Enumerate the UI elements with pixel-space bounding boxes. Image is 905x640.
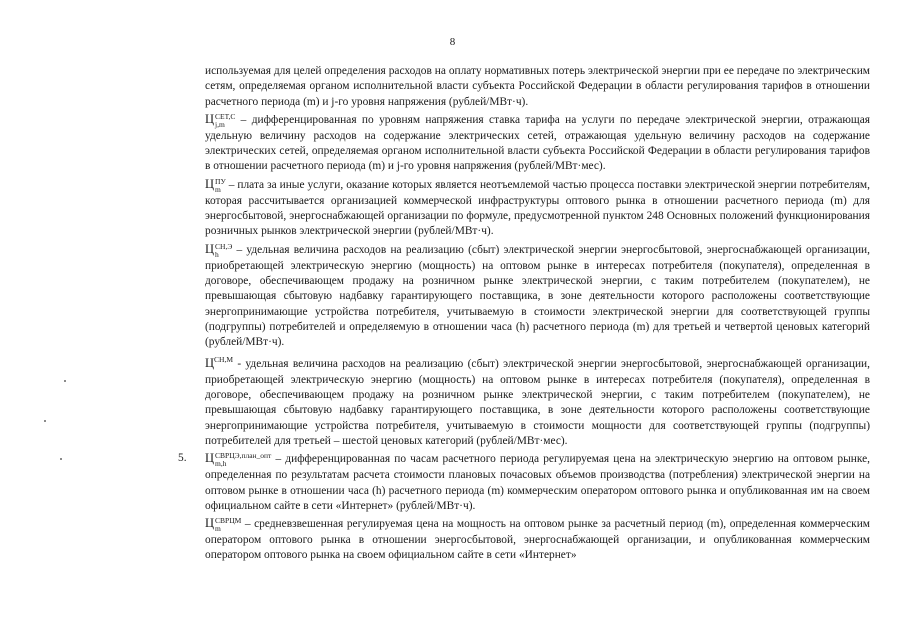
paragraph-text: – удельная величина расходов на реализацию (сбыт) электрической энергии энергосбытовой, энергоснабжающей организации, приобретающей электрическую энергию (мощность) на оптовом рынке в интересах потребителя (покупателя), определенная в договоре, обеспечивающем продажу на розничном рынке электрической энергии, с таким потребителем (покупателем), не превышающая сбытовую надбавку гарантирующего поставщика, в зоне деятельности которого расположены соответствующие энергопринимающие устройства потребителя, учитываемую в стоимости электрической энергии для соответствующей группы (подгруппы) потребителей и определяемую в отношении часа (h) расчетного периода (m) для третьей и четвертой ценовых категорий (рублей/МВт·ч). — [205, 243, 870, 349]
scan-speck — [60, 458, 62, 460]
paragraph-text: – средневзвешенная регулируемая цена на мощность на оптовом рынке за расчетный период (m), определенная коммерческим оператором оптового рынка в отношении энергосбытовой, энергоснабжающей организации, и опубликованная коммерческим оператором оптового рынка на своем официальном сайте в сети «Интернет» — [205, 518, 870, 562]
paragraph-weighted-price — [205, 516, 870, 564]
paragraph-text: – плата за иные услуги, оказание которых является неотъемлемой частью процесса поставки электрической энергии потребителям, которая рассчитывается организацией коммерческой инфраструктуры оптового рынка в отношении расчетного периода (m) для энергосбытовой, энергоснабжающей организации по формуле, предусмотренной пунктом 248 Основных положений функционирования розничных рынков электрической энергии (рублей/МВт·ч). — [205, 178, 870, 238]
scan-speck — [44, 420, 46, 422]
paragraph-other-services — [205, 177, 870, 240]
paragraph-intro — [205, 64, 870, 110]
formula-symbol: Ц ПУ m — [205, 176, 226, 194]
formula-symbol: Ц СВРЦЭ,план_опт m,h — [205, 451, 272, 469]
formula-symbol: $Ц^{СН,М}$ — [205, 355, 233, 371]
paragraph-tariff-rate — [205, 112, 870, 175]
paragraph-sales-energy — [205, 242, 870, 351]
formula-symbol: Ц СВРЦМ m — [205, 516, 242, 534]
page-number: 8 — [449, 36, 456, 48]
formula-symbol: Ц СЕТ,С j,m — [205, 111, 236, 129]
formula-symbol: Ц СН,Э h — [205, 241, 233, 259]
scan-speck — [64, 380, 66, 382]
paragraph-text: - удельная величина расходов на реализацию (сбыт) электрической энергии энергосбытовой, энергоснабжающей организации, приобретающей электрическую энергию (мощность) на оптовом рынке в интересах потребителя (покупателя), определенная в договоре, обеспечивающем продажу на розничном рынке электрической энергии, с таким потребителем (покупателем), не превышающая сбытовую надбавку гарантирующего поставщика, в зоне деятельности которого расположены соответствующие энергопринимающие устройства потребителя, учитываемую в стоимости мощности для соответствующей группы (подгруппы) потребителей для третьей – шестой ценовых категорий (рублей/МВт·мес). — [205, 358, 870, 447]
paragraph-text: – дифференцированная по часам расчетного периода регулируемая цена на электрическую энергию на оптовом рынке, определенная по результатам расчета стоимости плановых почасовых объемов производства (потребления) электрической энергии на оптовом рынке в отношении часа (h) расчетного периода (m) коммерческим оператором оптового рынка и опубликованная им на своем официальном сайте в сети «Интернет» (рублей/МВт·ч). — [205, 453, 870, 512]
item-number: 5. — [178, 452, 187, 465]
paragraph-text: – дифференцированная по уровням напряжения ставка тарифа на услуги по передаче электрической энергии, отражающая удельную величину расходов на содержание электрических сетей, отражающая удельную величину расходов на содержание электрических сетей, определяемая органом исполнительной власти субъекта Российской Федерации в области регулирования тарифов в отношении расчетного периода (m) и j-го уровня напряжения (рублей/МВт·мес). — [205, 113, 870, 173]
paragraph-text: используемая для целей определения расходов на оплату нормативных потерь электрической энергии при ее передаче по электрическим сетям, определяемая органом исполнительной власти субъекта Российской Федерации в области регулирования тарифов в отношении расчетного периода (m) и j-го уровня напряжения (рублей/МВт·ч). — [205, 65, 870, 108]
document-body — [178, 64, 870, 566]
paragraph-item-5 — [178, 451, 870, 514]
paragraph-sales-capacity — [205, 352, 870, 449]
